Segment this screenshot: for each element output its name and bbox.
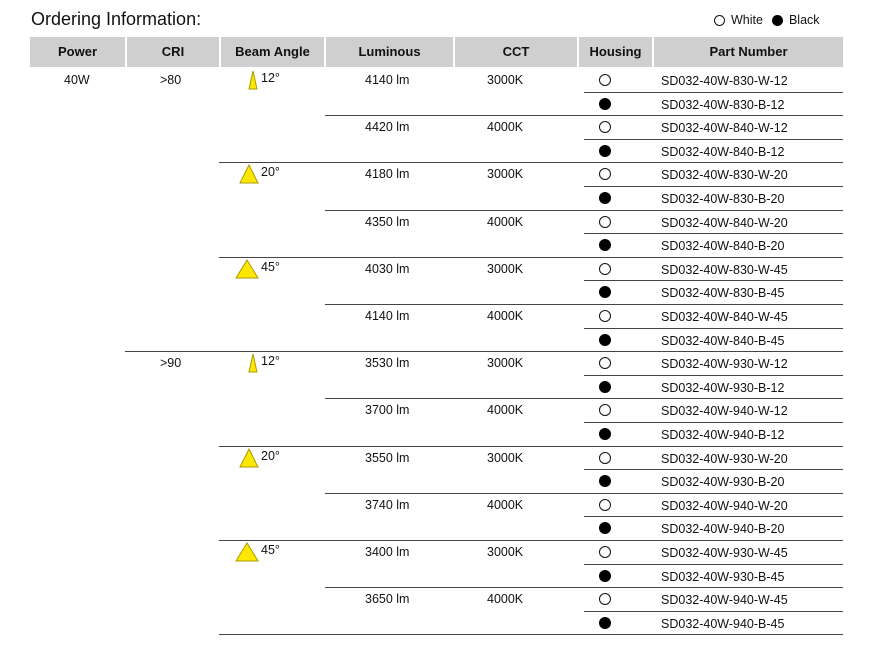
row-divider bbox=[584, 233, 843, 234]
black-circle-icon bbox=[599, 570, 611, 582]
beam-angle-cell bbox=[235, 542, 280, 562]
cct-cell: 4000K bbox=[487, 497, 524, 512]
medium-beam-icon bbox=[239, 448, 259, 468]
black-circle-icon bbox=[599, 192, 611, 204]
row-divider bbox=[325, 210, 843, 211]
beam-angle-cell bbox=[239, 448, 280, 468]
row-divider bbox=[584, 375, 843, 376]
luminous-cell: 3650 lm bbox=[365, 592, 410, 607]
header-power: Power bbox=[57, 44, 97, 59]
cct-cell: 3000K bbox=[487, 73, 524, 87]
beam-angle-cell bbox=[235, 259, 280, 279]
part-number-cell: SD032-40W-840-B-12 bbox=[661, 144, 785, 159]
cct-cell: 3000K bbox=[487, 356, 524, 371]
luminous-cell: 3400 lm bbox=[365, 545, 410, 559]
part-number-cell: SD032-40W-830-B-45 bbox=[661, 286, 785, 301]
row-divider bbox=[325, 587, 843, 588]
black-circle-icon bbox=[599, 334, 611, 346]
part-number-cell: SD032-40W-830-W-12 bbox=[661, 74, 788, 88]
black-circle-icon bbox=[599, 428, 611, 440]
black-circle-icon bbox=[599, 617, 611, 629]
white-circle-icon bbox=[599, 546, 611, 558]
white-circle-icon bbox=[599, 263, 611, 275]
black-circle-icon bbox=[599, 381, 611, 393]
cct-cell: 4000K bbox=[487, 592, 524, 607]
part-number-cell: SD032-40W-840-W-12 bbox=[661, 121, 788, 136]
beam-angle-label: 45° bbox=[261, 259, 280, 274]
cct-cell: 3000K bbox=[487, 450, 524, 465]
header-cct: CCT bbox=[502, 44, 530, 59]
cct-cell: 4000K bbox=[487, 214, 524, 229]
white-circle-icon bbox=[599, 168, 611, 180]
part-number-cell: SD032-40W-940-B-12 bbox=[661, 428, 785, 442]
header-cri: CRI bbox=[161, 44, 185, 59]
cct-cell: 3000K bbox=[487, 167, 524, 182]
wide-beam-icon bbox=[235, 259, 259, 279]
row-divider bbox=[325, 304, 843, 305]
white-circle-icon bbox=[599, 216, 611, 228]
part-number-cell: SD032-40W-930-W-45 bbox=[661, 546, 788, 560]
part-number-cell: SD032-40W-830-W-20 bbox=[661, 168, 788, 183]
black-circle-icon bbox=[599, 475, 611, 487]
beam-angle-label: 20° bbox=[261, 165, 280, 180]
part-number-cell: SD032-40W-840-W-45 bbox=[661, 310, 788, 324]
row-divider bbox=[584, 280, 843, 281]
cct-cell: 4000K bbox=[487, 120, 524, 135]
row-divider bbox=[325, 398, 843, 399]
power-cell: 40W bbox=[64, 73, 90, 87]
row-divider bbox=[584, 422, 843, 423]
cct-cell: 3000K bbox=[487, 261, 524, 276]
row-divider bbox=[219, 540, 843, 541]
header-luminous: Luminous bbox=[358, 44, 421, 59]
luminous-cell: 4350 lm bbox=[365, 214, 410, 229]
wide-beam-icon bbox=[235, 542, 259, 562]
part-number-cell: SD032-40W-830-B-20 bbox=[661, 192, 785, 206]
row-divider bbox=[584, 139, 843, 140]
cct-cell: 4000K bbox=[487, 403, 524, 418]
beam-angle-cell bbox=[239, 164, 280, 184]
black-circle-icon bbox=[599, 145, 611, 157]
part-number-cell: SD032-40W-830-W-45 bbox=[661, 262, 788, 277]
row-divider bbox=[325, 115, 843, 116]
luminous-cell: 4140 lm bbox=[365, 309, 410, 323]
legend-white-label: White bbox=[731, 13, 763, 27]
row-divider bbox=[219, 446, 843, 447]
header-part-number: Part Number bbox=[709, 44, 788, 59]
white-circle-icon bbox=[599, 404, 611, 416]
black-circle-icon bbox=[772, 15, 783, 26]
part-number-cell: SD032-40W-940-B-45 bbox=[661, 616, 785, 631]
part-number-cell: SD032-40W-830-B-12 bbox=[661, 97, 785, 112]
luminous-cell: 3530 lm bbox=[365, 356, 410, 371]
luminous-cell: 3550 lm bbox=[365, 450, 410, 465]
part-number-cell: SD032-40W-940-B-20 bbox=[661, 522, 785, 537]
table-header bbox=[30, 37, 843, 67]
black-circle-icon bbox=[599, 98, 611, 110]
white-circle-icon bbox=[599, 452, 611, 464]
medium-beam-icon bbox=[239, 164, 259, 184]
row-divider bbox=[325, 493, 843, 494]
black-circle-icon bbox=[599, 239, 611, 251]
row-divider bbox=[584, 186, 843, 187]
white-circle-icon bbox=[599, 357, 611, 369]
cct-cell: 3000K bbox=[487, 545, 524, 559]
black-circle-icon bbox=[599, 286, 611, 298]
beam-angle-label: 20° bbox=[261, 448, 280, 463]
narrow-beam-icon bbox=[247, 70, 259, 90]
beam-angle-cell bbox=[247, 353, 280, 373]
row-divider bbox=[584, 516, 843, 517]
white-circle-icon bbox=[599, 310, 611, 322]
narrow-beam-icon bbox=[247, 353, 259, 373]
beam-angle-cell bbox=[247, 70, 280, 90]
header-housing: Housing bbox=[589, 44, 642, 59]
white-circle-icon bbox=[714, 15, 725, 26]
luminous-cell: 3700 lm bbox=[365, 403, 410, 418]
row-divider bbox=[219, 634, 843, 635]
luminous-cell: 3740 lm bbox=[365, 497, 410, 512]
luminous-cell: 4420 lm bbox=[365, 120, 410, 135]
row-divider bbox=[219, 257, 843, 258]
part-number-cell: SD032-40W-840-B-20 bbox=[661, 239, 785, 254]
cri-cell: >90 bbox=[160, 356, 182, 371]
beam-angle-label: 45° bbox=[261, 543, 280, 557]
header-beam-angle: Beam Angle bbox=[235, 44, 310, 59]
white-circle-icon bbox=[599, 74, 611, 86]
luminous-cell: 4180 lm bbox=[365, 167, 410, 182]
part-number-cell: SD032-40W-840-W-20 bbox=[661, 215, 788, 230]
white-circle-icon bbox=[599, 593, 611, 605]
white-circle-icon bbox=[599, 121, 611, 133]
row-divider bbox=[584, 611, 843, 612]
row-divider bbox=[584, 92, 843, 93]
row-divider bbox=[584, 469, 843, 470]
part-number-cell: SD032-40W-930-W-20 bbox=[661, 451, 788, 466]
luminous-cell: 4030 lm bbox=[365, 261, 410, 276]
row-divider bbox=[125, 351, 843, 352]
black-circle-icon bbox=[599, 522, 611, 534]
housing-legend bbox=[714, 13, 829, 27]
part-number-cell: SD032-40W-930-W-12 bbox=[661, 357, 788, 372]
part-number-cell: SD032-40W-930-B-12 bbox=[661, 380, 785, 395]
part-number-cell: SD032-40W-940-W-45 bbox=[661, 593, 788, 608]
beam-angle-label: 12° bbox=[261, 354, 280, 369]
part-number-cell: SD032-40W-940-W-12 bbox=[661, 404, 788, 419]
cct-cell: 4000K bbox=[487, 309, 524, 323]
row-divider bbox=[584, 328, 843, 329]
row-divider bbox=[584, 564, 843, 565]
beam-angle-label: 12° bbox=[261, 71, 280, 85]
page-title: Ordering Information: bbox=[31, 9, 202, 29]
row-divider bbox=[219, 162, 843, 163]
part-number-cell: SD032-40W-840-B-45 bbox=[661, 333, 785, 348]
luminous-cell: 4140 lm bbox=[365, 73, 410, 87]
part-number-cell: SD032-40W-930-B-45 bbox=[661, 569, 785, 584]
white-circle-icon bbox=[599, 499, 611, 511]
part-number-cell: SD032-40W-930-B-20 bbox=[661, 475, 785, 490]
part-number-cell: SD032-40W-940-W-20 bbox=[661, 498, 788, 513]
cri-cell: >80 bbox=[160, 73, 182, 87]
legend-black-label: Black bbox=[788, 13, 820, 27]
